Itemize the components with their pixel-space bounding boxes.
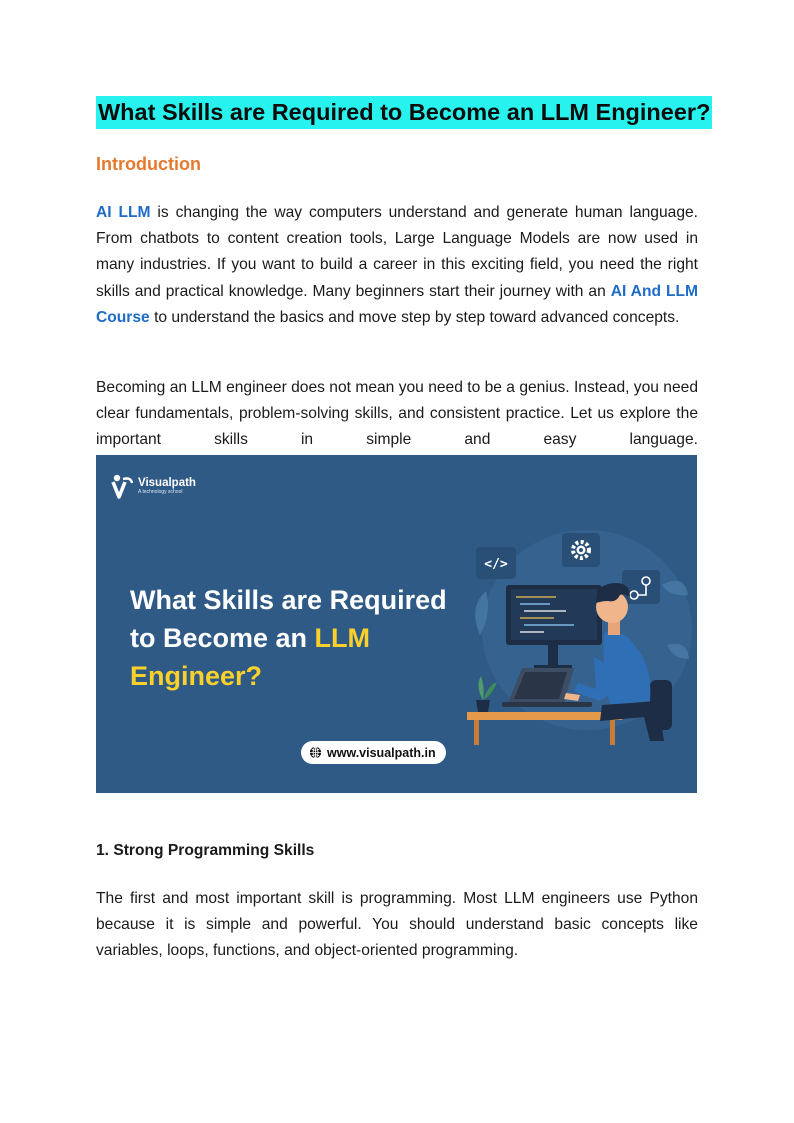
brand-name: Visualpath	[138, 477, 196, 489]
banner-title	[130, 581, 447, 695]
brand-tagline: A technology school	[138, 489, 183, 495]
section-1-paragraph: The first and most important skill is programming. Most LLM engineers use Python because it is simple and powerful. You should understand basic concepts like variables, loops, functions, and object-oriented programming.	[96, 890, 698, 960]
svg-text:</>: </>	[484, 557, 508, 572]
brand-logo	[111, 473, 196, 499]
globe-icon	[309, 746, 322, 759]
website-url: www.visualpath.in	[327, 745, 436, 760]
banner-title-highlight: LLM	[314, 623, 371, 653]
intro-paragraph-1	[96, 200, 698, 331]
engineer-illustration	[462, 515, 692, 745]
ai-llm-link[interactable]: AI LLM	[96, 204, 151, 221]
flowchart-icon	[622, 570, 660, 604]
banner-title-line-2: to Become an LLM	[130, 623, 371, 653]
para1-text-1: is changing the way computers understand and generate human language. From chatbots to content creation tools, Large Language Models are now used in many industries. If you want to build a career in this exciting field, you need the right skills and practical knowledge. Many beginners start their journey with an	[96, 204, 698, 300]
website-pill	[301, 741, 446, 764]
gear-icon	[562, 533, 600, 567]
code-icon	[476, 547, 516, 579]
hero-banner-image	[96, 455, 697, 793]
intro-paragraph-2: Becoming an LLM engineer does not mean you need to be a genius. Instead, you need clear fundamentals, problem-solving skills, and consistent practice. Let us explore the important skills in simple and easy language.	[96, 379, 698, 449]
banner-title-line-3: Engineer?	[130, 661, 263, 691]
ai-llm-course-link[interactable]: AI And LLM Course	[96, 282, 698, 326]
intro-heading: Introduction	[96, 154, 201, 174]
visualpath-logo-icon	[111, 473, 135, 499]
document-title: What Skills are Required to Become an LLM Engineer?	[96, 96, 712, 129]
banner-title-line-1: What Skills are Required	[130, 585, 447, 615]
section-1-heading: 1. Strong Programming Skills	[96, 842, 315, 859]
para1-text-2: to understand the basics and move step by step toward advanced concepts.	[149, 308, 680, 326]
